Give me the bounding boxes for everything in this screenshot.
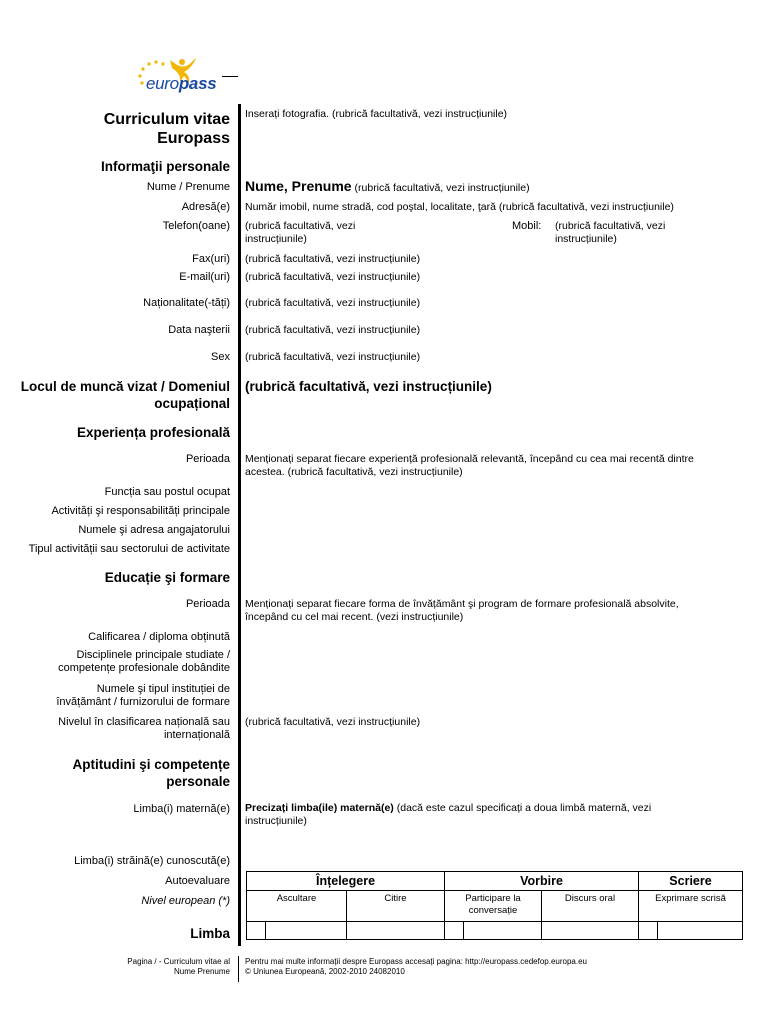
job-value: (rubrică facultativă, vezi instrucțiunile) (245, 379, 492, 394)
sex-value: (rubrică facultativă, vezi instrucțiunile) (245, 351, 421, 363)
education-period-label: Perioada (185, 598, 230, 610)
footer-page-text: Pagina / - Curriculum vitae al (127, 957, 230, 966)
education-period-value: Menționați separat fiecare forma de învățământ şi program de formare profesională absolvite, începând cu cel mai recent. (vezi instrucțiunile) (245, 598, 679, 623)
level-cell (464, 922, 542, 940)
logo-text-pass: pass (178, 74, 217, 93)
address-label: Adresă(e) (181, 201, 230, 213)
photo-note: (rubrică facultativă, vezi instrucțiunile) (331, 108, 508, 120)
footer-name-text: Nume Prenume (173, 967, 230, 976)
written-subheader: Exprimare scrisă (639, 891, 743, 922)
name-note: (rubrică facultativă, vezi instrucțiunile) (354, 182, 530, 194)
level-label: Nivelul în clasificarea națională sau internațională (58, 716, 230, 741)
diploma-label: Calificarea / diploma obținută (88, 631, 230, 643)
skills-heading: Aptitudini şi competențe personale (72, 757, 230, 789)
level-cell (266, 922, 347, 940)
birth-label: Data naşterii (168, 324, 230, 336)
mother-tongue-note: (dacă este cazul specificați a doua limbă maternă, vezi instrucțiunile) (245, 802, 652, 827)
level-cell (639, 922, 658, 940)
european-level-label: Nivel european (*) (141, 895, 230, 907)
nationality-value: (rubrică facultativă, vezi instrucțiunile) (245, 297, 421, 309)
phone-label: Telefon(oane) (162, 220, 230, 232)
photo-text: Inserați fotografia. (245, 108, 330, 120)
logo-text-euro: euro (146, 74, 179, 93)
oral-subheader: Discurs oral (542, 891, 639, 922)
level-cell (247, 922, 266, 940)
sector-label: Tipul activității sau sectorului de activitate (28, 543, 230, 555)
experience-heading: Experiența profesională (76, 425, 230, 440)
experience-period-value: Menționați separat fiecare experiență profesională relevantă, începând cu cea mai recentă dintre acestea. (rubrică facultativă, vezi instrucțiunile) (245, 453, 694, 478)
listening-subheader: Ascultare (247, 891, 347, 922)
reading-subheader: Citire (347, 891, 445, 922)
footer-right (245, 957, 587, 977)
photo-placeholder (245, 108, 507, 121)
footer-divider (238, 956, 239, 982)
mobile-label: Mobil: (512, 220, 542, 232)
conversation-subheader: Participare la conversație (445, 891, 542, 922)
experience-period-label: Perioada (185, 453, 230, 465)
fax-value: (rubrică facultativă, vezi instrucțiunile) (245, 253, 421, 265)
sex-label: Sex (211, 351, 230, 363)
language-row-label: Limba (190, 926, 230, 941)
self-assessment-label: Autoevaluare (165, 875, 230, 887)
name-text: Nume, Prenume (245, 178, 352, 194)
nationality-label: Naționalitate(-tăți) (143, 297, 230, 309)
writing-header: Scriere (639, 872, 743, 891)
mother-tongue-value (245, 802, 685, 828)
logo-underline (222, 76, 238, 77)
footer-left (127, 957, 230, 977)
employer-label: Numele şi adresa angajatorului (78, 524, 230, 536)
email-label: E-mail(uri) (179, 271, 230, 283)
level-cell (542, 922, 639, 940)
mobile-value: (rubrică facultativă, vezi instrucțiunile) (555, 220, 666, 245)
foreign-languages-label: Limba(i) străină(e) cunoscută(e) (74, 855, 230, 867)
mother-tongue-bold: Precizați limba(ile) maternă(e) (245, 802, 394, 814)
activities-label: Activități şi responsabilități principale (51, 505, 230, 517)
level-cell (445, 922, 464, 940)
education-heading: Educație şi formare (104, 570, 230, 585)
personal-heading: Informaţii personale (100, 159, 230, 174)
cv-title: Curriculum vitae Europass (103, 111, 230, 147)
europass-logo (146, 74, 216, 94)
understanding-header: Înțelegere (247, 872, 445, 891)
name-value (245, 180, 530, 195)
column-divider (238, 104, 241, 946)
mother-tongue-label: Limba(i) maternă(e) (133, 803, 230, 815)
function-label: Funcția sau postul ocupat (104, 486, 230, 498)
language-grid (246, 871, 743, 940)
fax-label: Fax(uri) (192, 253, 230, 265)
level-cell (347, 922, 445, 940)
phone-value: (rubrică facultativă, vezi instrucțiunile) (245, 220, 356, 245)
subjects-label: Disciplinele principale studiate / competențe profesionale dobândite (58, 649, 230, 674)
address-value: Număr imobil, nume stradă, cod poştal, localitate, ţară (rubrică facultativă, vezi instrucțiunile) (245, 201, 674, 213)
footer-copyright-text: © Uniunea Europeană, 2002-2010 24082010 (245, 967, 405, 976)
level-value: (rubrică facultativă, vezi instrucțiunile) (245, 716, 421, 728)
footer-info-text: Pentru mai multe informații despre Europass accesați pagina: http://europass.cedefop.europa.eu (245, 957, 587, 966)
birth-value: (rubrică facultativă, vezi instrucțiunile) (245, 324, 421, 336)
speaking-header: Vorbire (445, 872, 639, 891)
name-label: Nume / Prenume (146, 181, 230, 193)
level-cell (658, 922, 743, 940)
job-heading: Locul de muncă vizat / Domeniul ocupațional (20, 379, 230, 411)
institution-label: Numele şi tipul instituției de învățământ / furnizorului de formare (56, 683, 230, 708)
email-value: (rubrică facultativă, vezi instrucțiunile) (245, 271, 421, 283)
